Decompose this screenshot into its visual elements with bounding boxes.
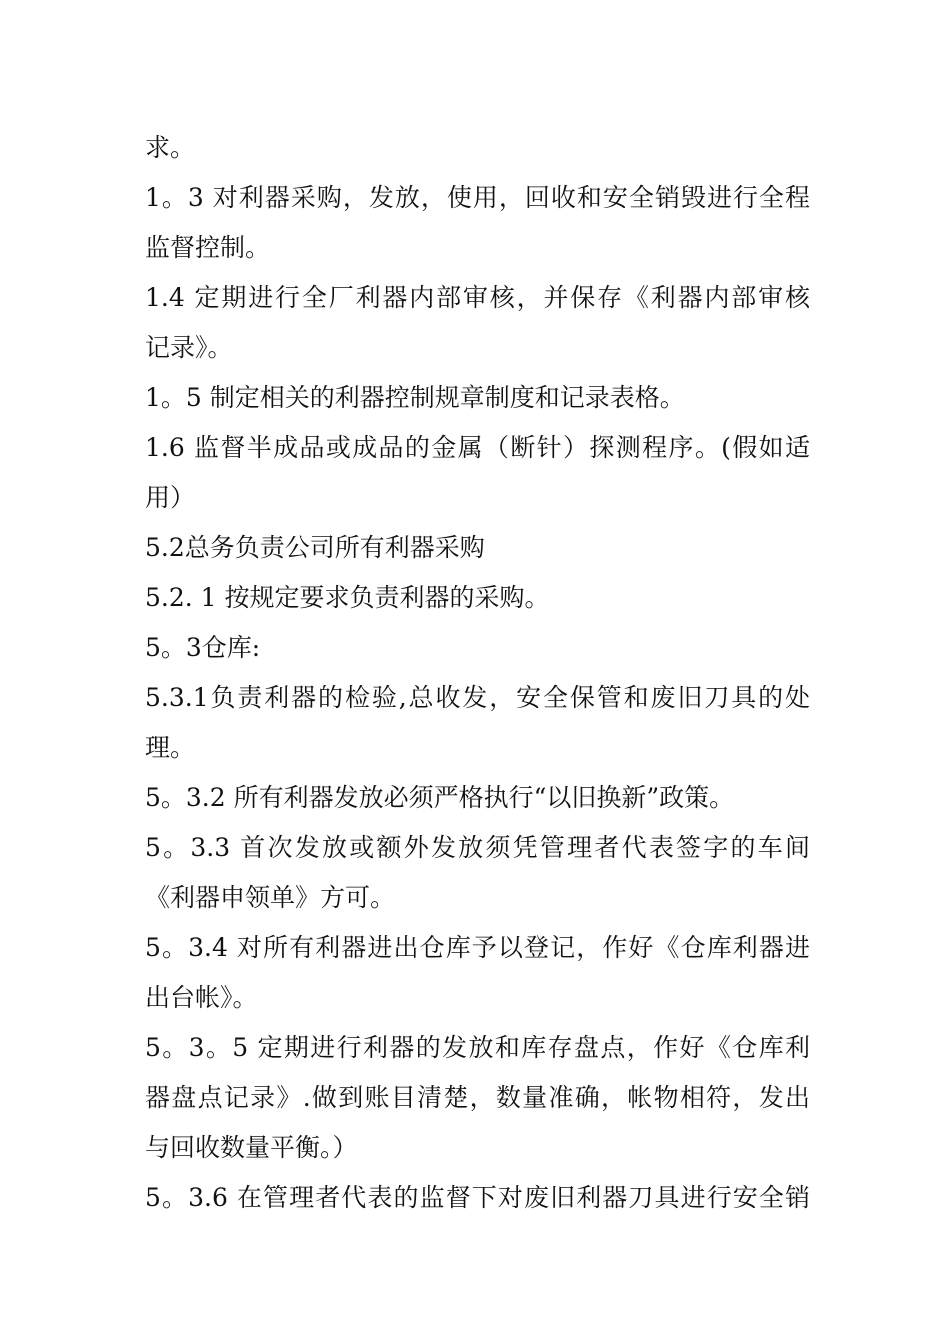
text-line: 器盘点记录》.做到账目清楚，数量准确，帐物相符，发出: [145, 1083, 810, 1112]
text-line: 5.3.1负责利器的检验,总收发，安全保管和废旧刀具的处: [145, 683, 810, 712]
text-line: 1.6 监督半成品或成品的金属（断针）探测程序。(假如适: [145, 433, 810, 462]
text-line: 5。3仓库:: [145, 633, 261, 662]
text-line: 5.2. 1 按规定要求负责利器的采购。: [145, 583, 550, 612]
text-line: 监督控制。: [145, 233, 271, 262]
text-line: 出台帐》。: [145, 983, 258, 1012]
text-line: 5。3.4 对所有利器进出仓库予以登记，作好《仓库利器进: [145, 933, 810, 962]
text-line: 5。3.2 所有利器发放必须严格执行“以旧换新”政策。: [145, 783, 735, 812]
text-line: 5。3.6 在管理者代表的监督下对废旧利器刀具进行安全销: [145, 1183, 810, 1212]
text-line: 1.4 定期进行全厂利器内部审核，并保存《利器内部审核: [145, 283, 810, 312]
text-line: 5。3。5 定期进行利器的发放和库存盘点，作好《仓库利: [145, 1033, 810, 1062]
text-line: 5.2总务负责公司所有利器采购: [145, 533, 485, 562]
text-line: 1。5 制定相关的利器控制规章制度和记录表格。: [145, 383, 685, 412]
text-line: 求。: [145, 133, 196, 162]
text-line: 用）: [145, 483, 196, 512]
text-line: 1。3 对利器采购，发放，使用，回收和安全销毁进行全程: [145, 183, 810, 212]
text-line: 《利器申领单》方可。: [145, 883, 396, 912]
text-line: 5。3.3 首次发放或额外发放须凭管理者代表签字的车间: [145, 833, 810, 862]
text-line: 记录》。: [145, 333, 233, 362]
text-line: 与回收数量平衡。）: [145, 1133, 358, 1162]
text-line: 理。: [145, 733, 196, 762]
document-body: [145, 127, 810, 1227]
